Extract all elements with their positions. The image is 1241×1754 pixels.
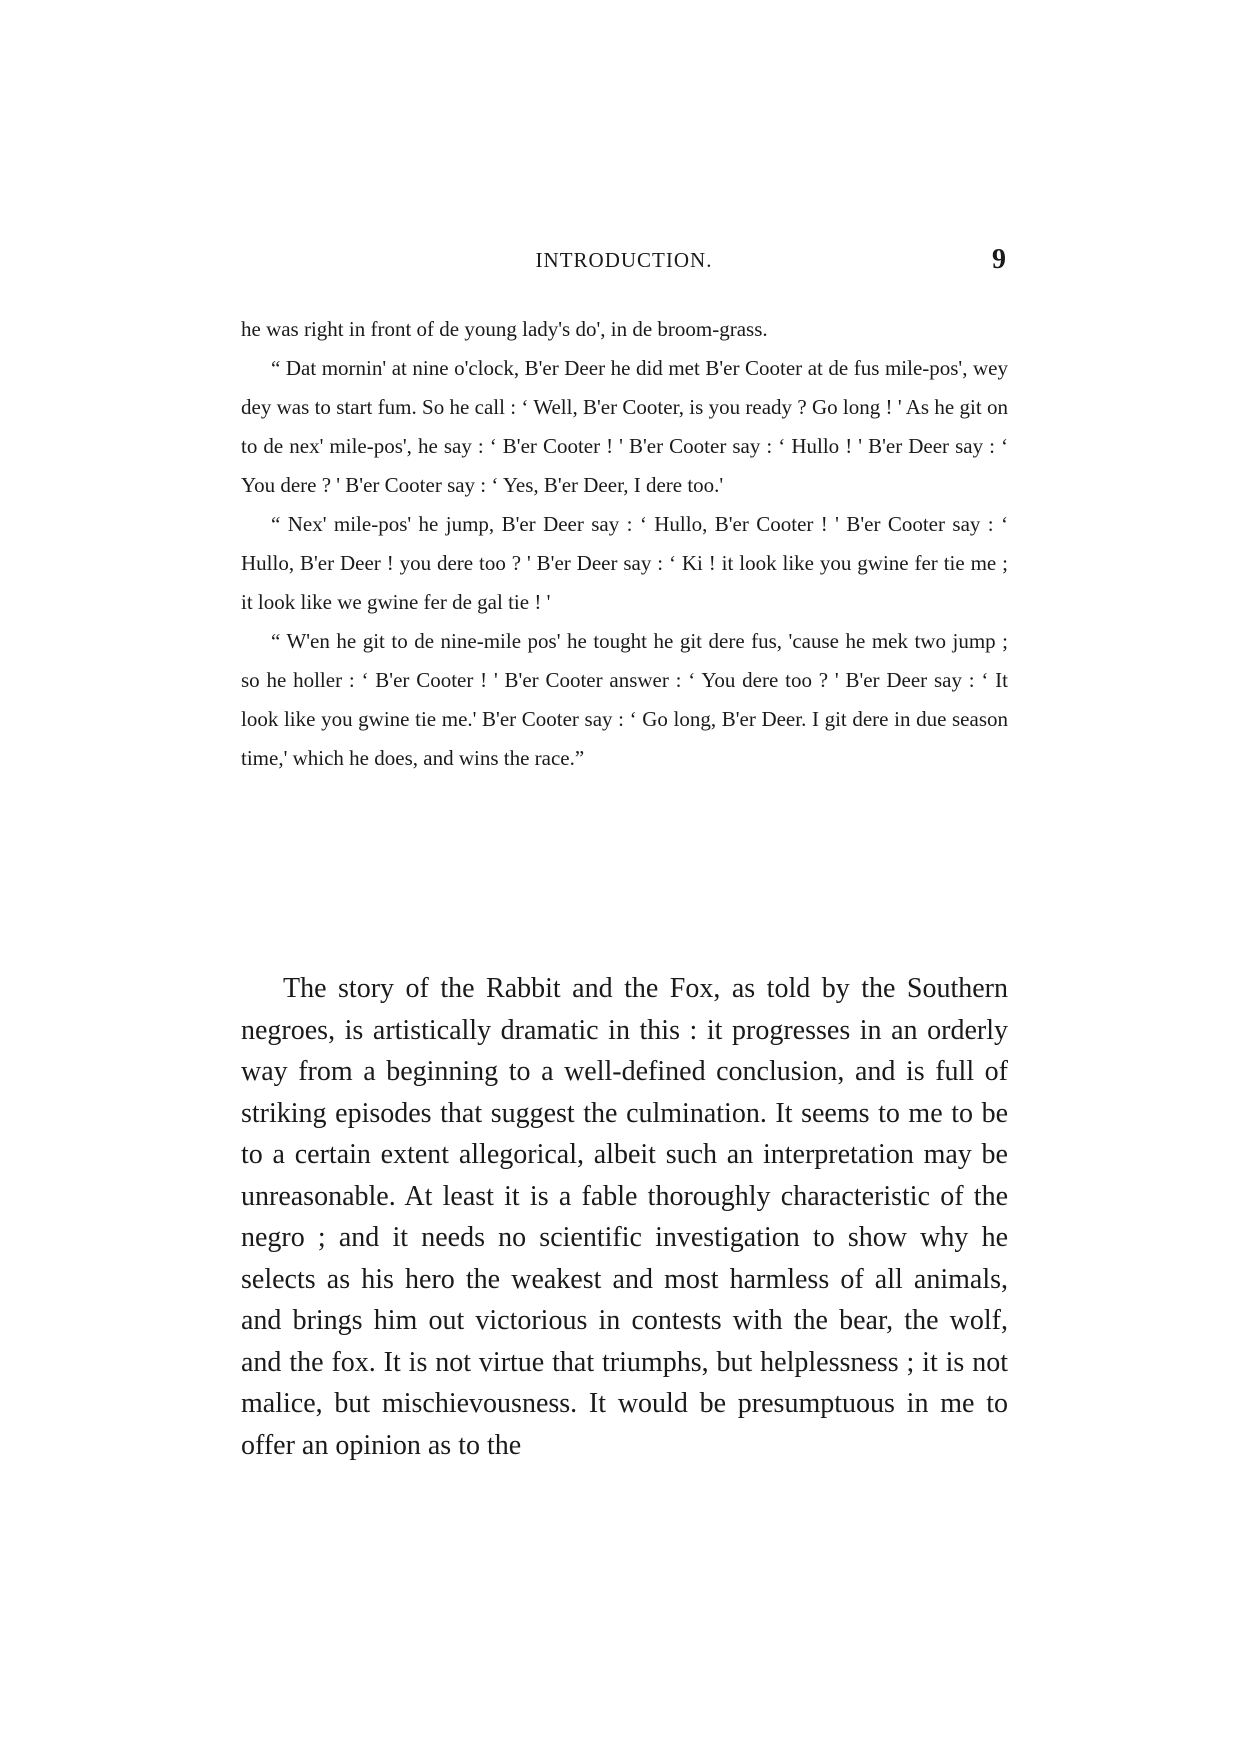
body-paragraph: The story of the Rabbit and the Fox, as told by the Southern negroes, is artistically dramatic in this : it progresses in an orderly way from a beginning to a well-defined conclusion, and is full of striking episodes that suggest the culmination. It seems to me to be to a certain extent allegorical, albeit such an interpretation may be unreasonable. At least it is a fable thoroughly characteristic of the negro ; and it needs no scientific investigation to show why he selects as his hero the weakest and most harmless of all animals, and brings him out victorious in contests with the bear, the wolf, and the fox. It is not virtue that triumphs, but helplessness ; it is not malice, but mischievousness. It would be presumptuous in me to offer an opinion as to the [241, 973, 1008, 1461]
running-head [240, 244, 1008, 284]
quote-paragraph: “ W'en he git to de nine-mile pos' he tought he git dere fus, 'cause he mek two jump ; so he holler : ‘ B'er Cooter ! ' B'er Cooter answer : ‘ You dere too ? ' B'er Deer say : ‘ It look like you gwine tie me.' B'er Cooter say : ‘ Go long, B'er Deer. I git dere in due season time,' which he does, and wins the race.” [241, 629, 1008, 770]
body-text [241, 968, 1008, 1466]
quote-paragraph: “ Dat mornin' at nine o'clock, B'er Deer he did met B'er Cooter at de fus mile-pos', wey dey was to start fum. So he call : ‘ Well, B'er Cooter, is you ready ? Go long ! ' As he git on to de nex' mile-pos', he say : ‘ B'er Cooter ! ' B'er Cooter say : ‘ Hullo ! ' B'er Deer say : ‘ You dere ? ' B'er Cooter say : ‘ Yes, B'er Deer, I dere too.' [241, 356, 1008, 497]
quote-paragraph: “ Nex' mile-pos' he jump, B'er Deer say : ‘ Hullo, B'er Cooter ! ' B'er Cooter say : ‘ Hullo, B'er Deer ! you dere too ? ' B'er Deer say : ‘ Ki ! it look like you gwine fer tie me ; it look like we gwine fer de gal tie ! ' [241, 512, 1008, 614]
running-title: INTRODUCTION. [535, 248, 713, 272]
quote-paragraph: he was right in front of de young lady's do', in de broom-grass. [241, 317, 768, 341]
dialect-quote-block [241, 310, 1008, 778]
page-number: 9 [992, 244, 1006, 275]
